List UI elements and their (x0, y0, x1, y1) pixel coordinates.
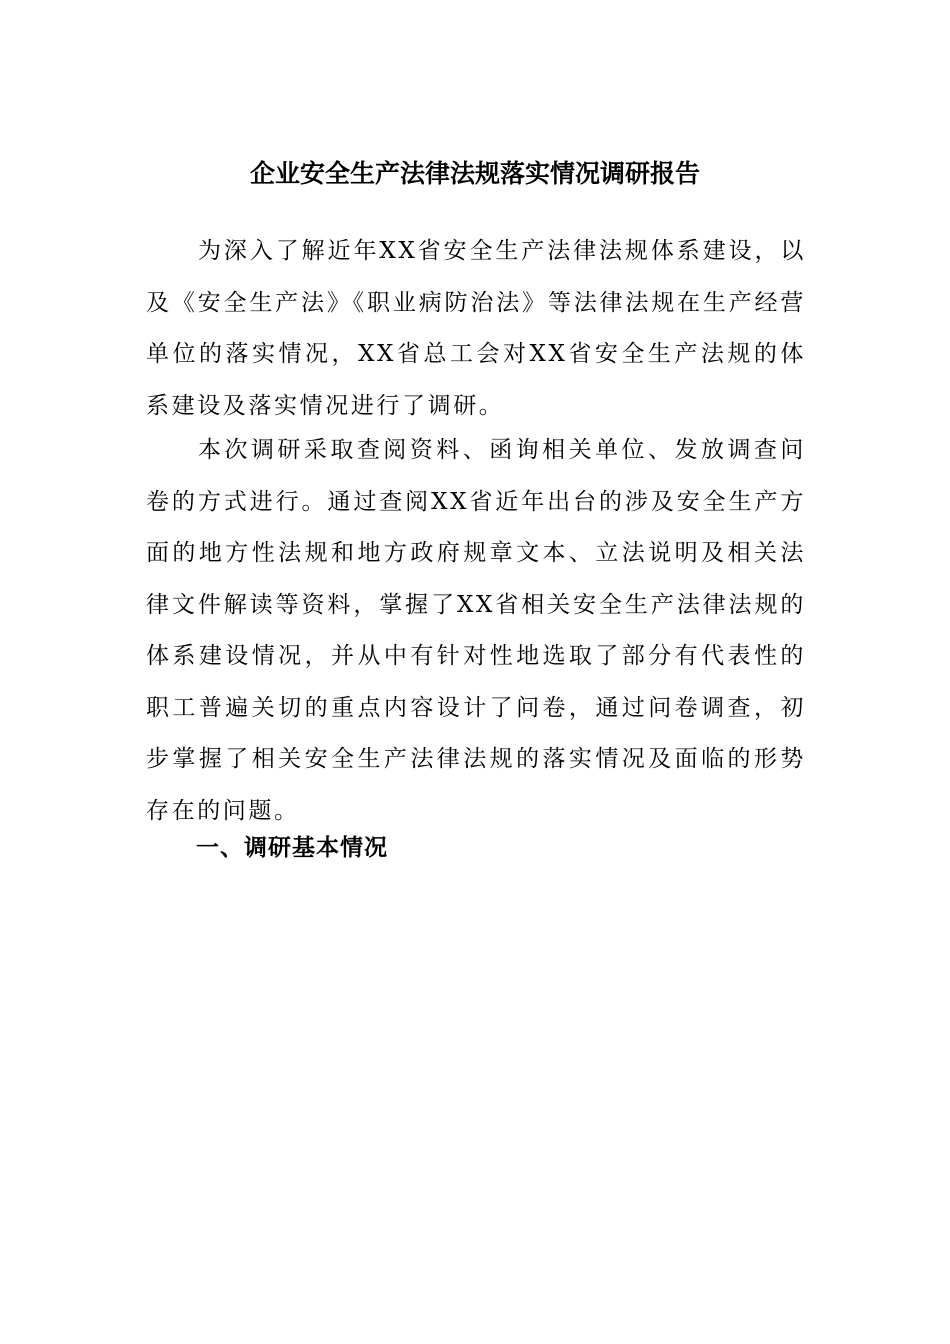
document-title: 企业安全生产法律法规落实情况调研报告 (249, 159, 700, 188)
paragraph-method: 本次调研采取查阅资料、函询相关单位、发放调查问卷的方式进行。通过查阅XX省近年出台的涉及安全生产方面的地方性法规和地方政府规章文本、立法说明及相关法律文件解读等资料，掌握了XX省相关安全生产法律法规的体系建设情况，并从中有针对性地选取了部分有代表性的职工普遍关切的重点内容设计了问卷，通过问卷调查，初步掌握了相关安全生产法律法规的落实情况及面临的形势存在的问题。 (146, 437, 806, 824)
paragraph-intro: 为深入了解近年XX省安全生产法律法规体系建设，以及《安全生产法》《职业病防治法》等法律法规在生产经营单位的落实情况，XX省总工会对XX省安全生产法规的体系建设及落实情况进行了调研。 (146, 238, 806, 419)
section-heading: 一、调研基本情况 (196, 835, 388, 861)
